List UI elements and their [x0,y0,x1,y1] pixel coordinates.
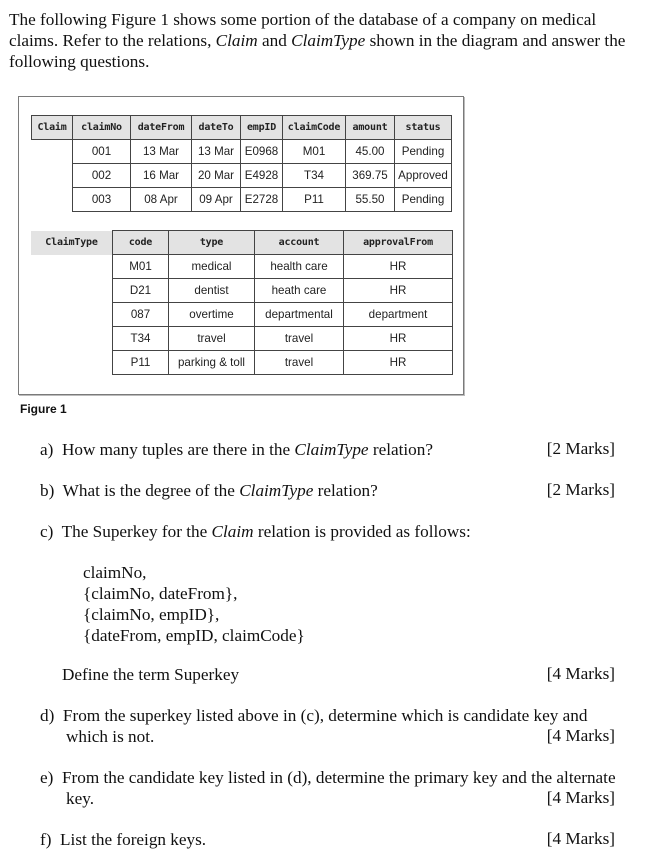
claimtype-table [31,230,453,375]
claimtype-cell: departmental [255,303,344,327]
claimtype-row [31,327,453,351]
claim-table [31,115,452,212]
question-e-line2: key. [66,789,94,808]
claimtype-header-cell: account [255,231,344,255]
claimtype-cell: D21 [113,279,169,303]
claimtype-cell: department [344,303,453,327]
question-text: How many tuples are there in the [61,440,295,459]
claim-header-cell: dateTo [192,116,241,140]
question-text-end: relation? [313,481,378,500]
question-text: From the candidate key listed in (d), determine the primary key and the alternate [61,768,616,787]
claimtype-cell: 087 [113,303,169,327]
claim-relation-name: Claim [32,116,73,140]
claimtype-row [31,303,453,327]
question-d [40,705,587,726]
claimtype-cell: P11 [113,351,169,375]
superkey-item: {claimNo, empID}, [83,605,220,624]
claim-cell: Pending [395,188,452,212]
intro-paragraph [9,9,649,72]
claimtype-row [31,255,453,279]
claimtype-cell: travel [169,327,255,351]
claim-cell: 003 [73,188,131,212]
claim-cell: 20 Mar [192,164,241,188]
claim-header-cell: claimCode [283,116,346,140]
question-d-line2: which is not. [66,727,155,746]
claim-cell: 16 Mar [131,164,192,188]
claim-header-cell: amount [346,116,395,140]
claimtype-header-cell: code [113,231,169,255]
claimtype-cell: HR [344,351,453,375]
intro-text-end: shown in the diagram and answer the following questions. [9,31,626,71]
marks-f: [4 Marks] [546,829,615,848]
claimtype-cell: HR [344,279,453,303]
question-text: What is the degree of the [62,481,240,500]
question-text-end: relation? [368,440,433,459]
superkey-item: {claimNo, dateFrom}, [83,584,238,603]
claim-cell: P11 [283,188,346,212]
claim-cell: E4928 [241,164,283,188]
claim-cell: 45.00 [346,140,395,164]
claim-header-cell: status [395,116,452,140]
claim-cell: Approved [395,164,452,188]
question-e [40,767,616,788]
claimtype-cell: parking & toll [169,351,255,375]
marks-b: [2 Marks] [546,480,615,499]
question-b [40,480,378,501]
question-number: b) [40,481,55,500]
question-number: e) [40,768,54,787]
intro-text: The following Figure 1 shows some portion of the database of a company on medical claims. Refer to the relations, [9,10,597,50]
claim-header-cell: dateFrom [131,116,192,140]
intro-and: and [257,31,292,50]
question-f [40,829,206,850]
claimtype-cell: travel [255,327,344,351]
claimtype-header-cell: type [169,231,255,255]
question-c [40,521,471,542]
claimtype-row [31,351,453,375]
claimtype-cell: HR [344,327,453,351]
marks-e: [4 Marks] [546,788,615,807]
claimtype-cell: medical [169,255,255,279]
claimtype-relation-name: ClaimType [31,231,113,255]
superkey-list [83,562,305,646]
claim-header-cell: claimNo [73,116,131,140]
claimtype-cell: health care [255,255,344,279]
claim-row [32,188,452,212]
claimtype-cell: HR [344,255,453,279]
claim-cell: Pending [395,140,452,164]
marks-a: [2 Marks] [546,439,615,458]
claimtype-cell: overtime [169,303,255,327]
question-a [40,439,433,460]
question-c-define: Define the term Superkey [62,665,240,684]
claim-header-row [32,116,452,140]
claim-cell: 13 Mar [131,140,192,164]
claim-cell: 09 Apr [192,188,241,212]
claim-cell: 08 Apr [131,188,192,212]
question-text: The Superkey for the [61,522,212,541]
claim-cell: 001 [73,140,131,164]
claim-cell: 13 Mar [192,140,241,164]
intro-claimtype-relation: ClaimType [291,31,366,50]
claim-cell: E2728 [241,188,283,212]
question-text-end: relation is provided as follows: [253,522,471,541]
claimtype-cell: heath care [255,279,344,303]
claim-cell: E0968 [241,140,283,164]
superkey-item: {dateFrom, empID, claimCode} [83,626,305,645]
figure-caption: Figure 1 [20,402,67,416]
claim-row [32,140,452,164]
claimtype-cell: travel [255,351,344,375]
claim-cell: M01 [283,140,346,164]
question-text: From the superkey listed above in (c), determine which is candidate key and [62,706,588,725]
superkey-item: claimNo, [83,563,147,582]
claim-row [32,164,452,188]
question-number: c) [40,522,54,541]
question-relation: ClaimType [294,440,369,459]
claimtype-cell: dentist [169,279,255,303]
question-relation: ClaimType [239,481,314,500]
figure-1 [18,96,464,395]
claimtype-cell: T34 [113,327,169,351]
question-number: d) [40,706,55,725]
claim-cell: 002 [73,164,131,188]
marks-d: [4 Marks] [546,726,615,745]
claimtype-cell: M01 [113,255,169,279]
claim-cell: 55.50 [346,188,395,212]
marks-c: [4 Marks] [546,664,615,683]
question-number: f) [40,830,52,849]
question-text: List the foreign keys. [60,830,207,849]
question-relation: Claim [211,522,254,541]
intro-claim-relation: Claim [215,31,258,50]
claim-cell: 369.75 [346,164,395,188]
claimtype-header-row [31,231,453,255]
claimtype-row [31,279,453,303]
claim-cell: T34 [283,164,346,188]
claim-header-cell: empID [241,116,283,140]
question-number: a) [40,440,54,459]
claimtype-header-cell: approvalFrom [344,231,453,255]
